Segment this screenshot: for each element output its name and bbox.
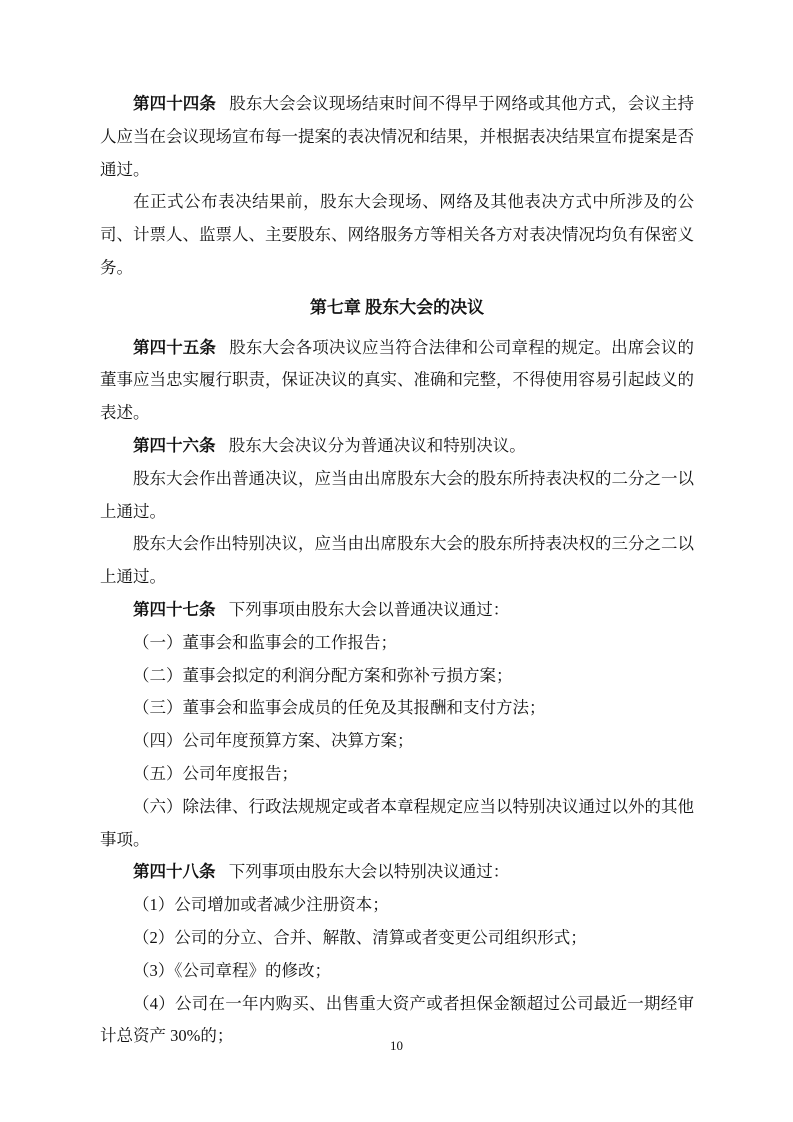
paragraph-text: （四）公司年度预算方案、决算方案； (133, 731, 414, 751)
article-number: 第四十八条 (133, 862, 216, 882)
article-paragraph (100, 88, 694, 186)
article-number: 第四十四条 (133, 94, 217, 113)
body-paragraph (100, 922, 694, 955)
paragraph-text: 下列事项由股东大会以特别决议通过： (228, 862, 510, 882)
paragraph-text: 股东大会会议现场结束时间不得早于网络或其他方式，会议主持人应当在会议现场宣布每一提案的表决情况和结果，并根据表决结果宣布提案是否通过。 (100, 94, 695, 179)
body-paragraph (100, 660, 694, 693)
paragraph-text: 股东大会作出特别决议，应当由出席股东大会的股东所持表决权的三分之二以上通过。 (100, 534, 694, 587)
article-number: 第四十六条 (133, 435, 216, 455)
paragraph-text: （三）董事会和监事会成员的任免及其报酬和支付方法； (133, 698, 546, 718)
chapter-heading: 第七章 股东大会的决议 (309, 297, 485, 317)
article-paragraph (100, 856, 694, 889)
body-paragraph (100, 463, 694, 529)
paragraph-text: 下列事项由股东大会以普通决议通过： (228, 599, 510, 619)
body-paragraph (100, 186, 694, 284)
body-paragraph (100, 889, 694, 922)
paragraph-text: （4）公司在一年内购买、出售重大资产或者担保金额超过公司最近一期经审计总资产 30%的； (100, 993, 694, 1046)
article-paragraph (100, 332, 694, 430)
paragraph-text: （二）董事会拟定的利润分配方案和弥补亏损方案； (133, 665, 513, 685)
paragraph-text: 在正式公布表决结果前，股东大会现场、网络及其他表决方式中所涉及的公司、计票人、监票人、主要股东、网络服务方等相关各方对表决情况均负有保密义务。 (100, 192, 694, 277)
paragraph-text: （3）《公司章程》的修改； (133, 960, 331, 980)
page-number: 10 (390, 1038, 403, 1053)
body-paragraph (100, 758, 694, 791)
body-paragraph (100, 955, 694, 988)
paragraph-text: 股东大会作出普通决议，应当由出席股东大会的股东所持表决权的二分之一以上通过。 (100, 468, 694, 521)
body-paragraph (100, 725, 694, 758)
body-paragraph (100, 627, 694, 660)
paragraph-text: （一）董事会和监事会的工作报告； (133, 632, 397, 652)
body-paragraph (100, 692, 694, 725)
body-paragraph (100, 791, 694, 857)
paragraph-text: （1）公司增加或者减少注册资本； (133, 895, 389, 915)
article-paragraph (100, 430, 694, 463)
paragraph-text: （2）公司的分立、合并、解散、清算或者变更公司组织形式； (133, 927, 587, 947)
document-body (100, 88, 694, 1053)
paragraph-text: （六）除法律、行政法规规定或者本章程规定应当以特别决议通过以外的其他事项。 (100, 796, 694, 849)
article-paragraph (100, 594, 694, 627)
article-number: 第四十五条 (133, 337, 217, 357)
article-number: 第四十七条 (133, 599, 216, 619)
body-paragraph (100, 528, 694, 594)
paragraph-text: 股东大会决议分为普通决议和特别决议。 (228, 435, 526, 455)
paragraph-text: 股东大会各项决议应当符合法律和公司章程的规定。出席会议的董事应当忠实履行职责，保证决议的真实、准确和完整，不得使用容易引起歧义的表述。 (100, 337, 695, 423)
paragraph-text: （五）公司年度报告； (133, 763, 298, 783)
